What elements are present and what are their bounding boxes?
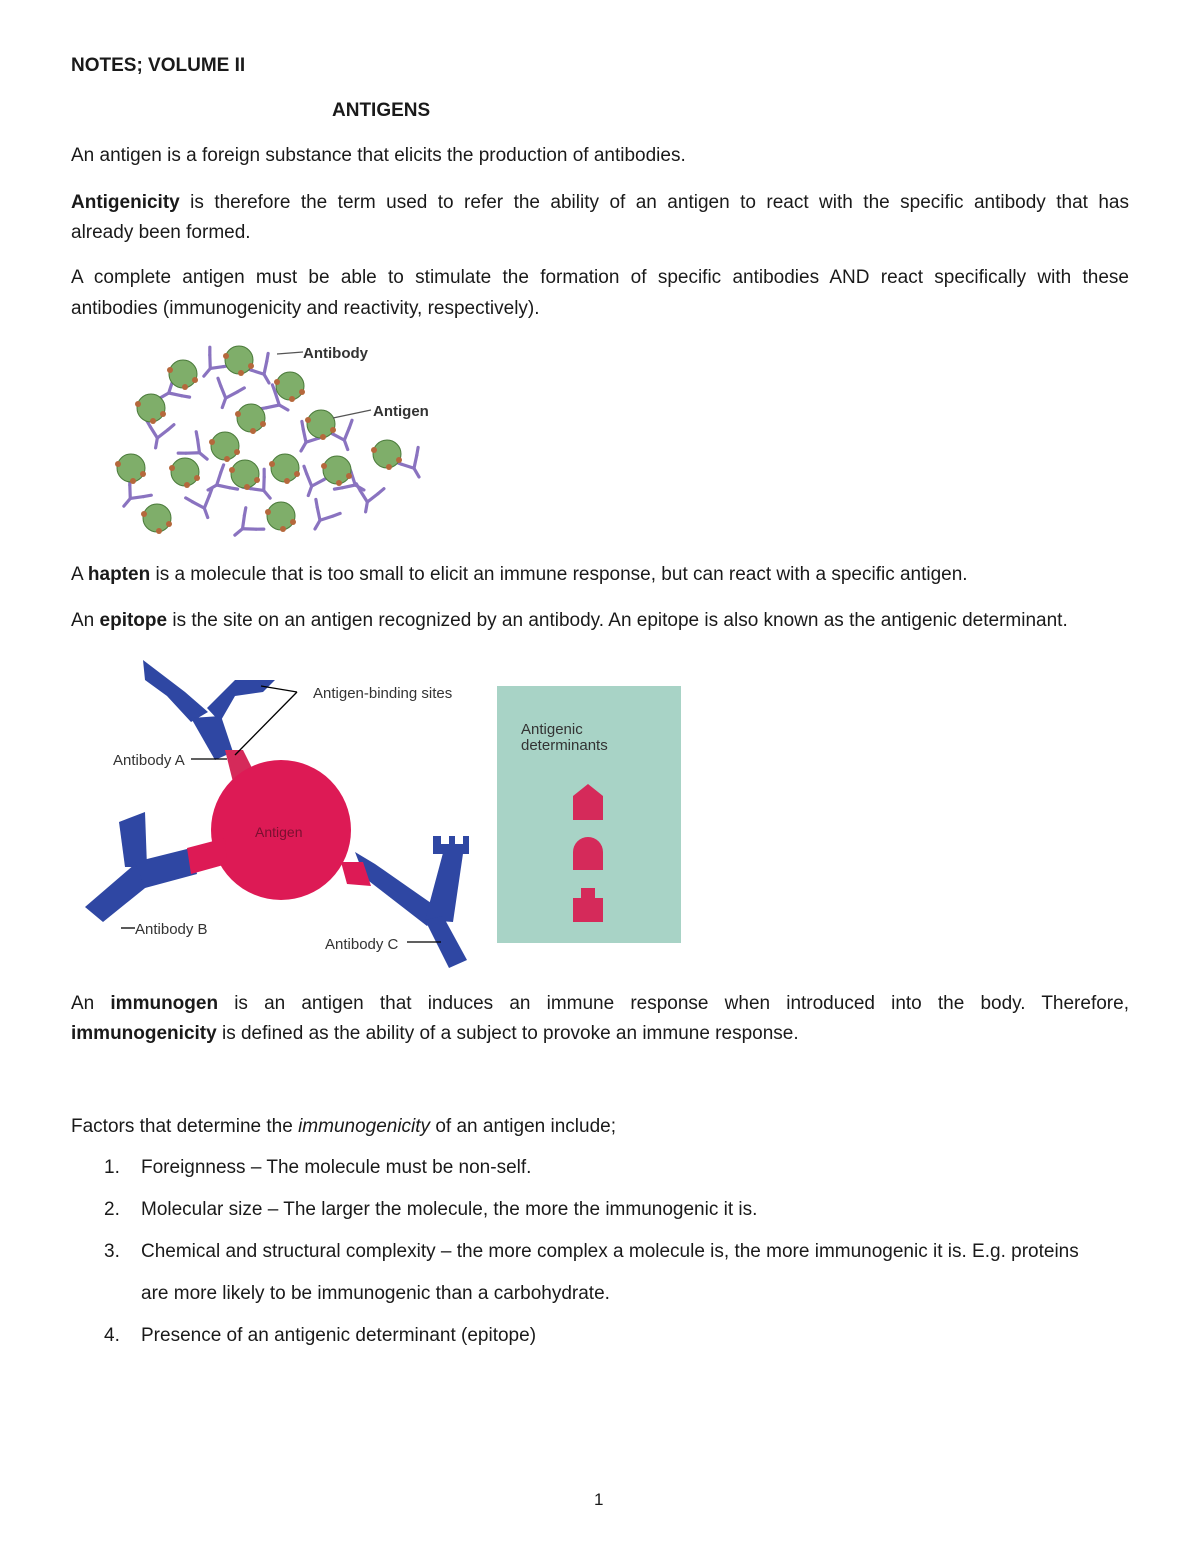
epitope-term: epitope — [99, 610, 168, 631]
factors-text: of an antigen include; — [430, 1116, 616, 1137]
epitope-prefix: An — [71, 610, 100, 631]
antigen-sphere — [137, 394, 165, 422]
antigen-antibody-lattice-figure — [105, 336, 430, 541]
hapten-prefix: A — [71, 564, 88, 585]
antigen-sphere — [307, 410, 335, 438]
antigen-leader-line — [333, 410, 371, 418]
epitope-dot — [141, 511, 147, 517]
immunogen-prefix: An — [71, 993, 111, 1014]
epitope-dot — [150, 418, 156, 424]
epitope-dot — [166, 521, 172, 527]
epitope-dot — [321, 463, 327, 469]
antigen-sphere — [211, 432, 239, 460]
epitope-dot — [140, 471, 146, 477]
epitope-dot — [280, 526, 286, 532]
list-item-text: Molecular size – The larger the molecule, the more the immunogenic it is. — [141, 1199, 758, 1220]
epitope-dot — [396, 457, 402, 463]
antibody-c-label: Antibody C — [325, 936, 399, 953]
antibody-binding-figure — [75, 652, 475, 974]
immunogenicity-term: immunogenicity — [71, 1023, 217, 1044]
complete-antigen-line-1: A complete antigen must be able to stimulate the formation of specific antibodies AND react specifically with these — [71, 267, 1129, 288]
antigen-sphere — [267, 502, 295, 530]
epitope-dot — [386, 464, 392, 470]
epitope-dot — [235, 411, 241, 417]
epitope-dot — [223, 353, 229, 359]
hapten-text: is a molecule that is too small to elicit an immune response, but can react with a specific antigen. — [150, 564, 968, 585]
panel-title-line-1: Antigenic — [521, 721, 583, 738]
antigenicity-text: is therefore the term used to refer the ability of an antigen to react with the specific antibody that has — [179, 192, 1129, 213]
antibody-c-castle-top — [433, 836, 469, 854]
binding-sites-leader-2 — [261, 686, 297, 692]
figure1-antigen-label: Antigen — [373, 403, 429, 420]
hapten-term: hapten — [87, 564, 151, 585]
antibody-y-shape — [303, 499, 340, 536]
antigenicity-term: Antigenicity — [71, 192, 180, 213]
notes-volume-label: NOTES; VOLUME II — [71, 55, 246, 76]
antigen-sphere — [231, 460, 259, 488]
antibody-c-notch-2 — [455, 836, 463, 844]
list-item-number: 2. — [104, 1199, 120, 1220]
epitope-dot — [192, 377, 198, 383]
immunogenicity-text: is defined as the ability of a subject to provoke an immune response. — [216, 1023, 799, 1044]
immunogen-term: immunogen — [110, 993, 219, 1014]
epitope-dot — [115, 461, 121, 467]
antigen-sphere — [117, 454, 145, 482]
antibody-y-shape — [226, 508, 264, 541]
antigen-sphere — [237, 404, 265, 432]
antigen-sphere — [271, 454, 299, 482]
epitope-dot — [290, 519, 296, 525]
epitope-dot — [194, 475, 200, 481]
antigen-sphere — [276, 372, 304, 400]
antibody-c-notch-1 — [441, 836, 449, 844]
antigen-label: Antigen — [255, 824, 303, 840]
panel-title-line-2: determinants — [521, 737, 608, 754]
factors-intro — [71, 1112, 1129, 1142]
figure1-antibody-label: Antibody — [303, 345, 368, 362]
antibody-y-shape — [186, 488, 221, 522]
antigenicity-line-2: already been formed. — [71, 222, 251, 243]
lattice-group — [113, 346, 430, 541]
epitope-text: is the site on an antigen recognized by an antibody. An epitope is also known as the antigenic determinant. — [167, 610, 1068, 631]
determinant-dome-shape — [573, 837, 603, 870]
epitope-paragraph — [71, 606, 1129, 636]
antigenic-determinants-panel — [497, 686, 681, 943]
antigen-sphere — [169, 360, 197, 388]
epitope-dot — [346, 473, 352, 479]
antibody-y-shape — [209, 378, 244, 412]
factors-term: immunogenicity — [298, 1116, 431, 1137]
epitope-dot — [305, 417, 311, 423]
antigen-definition: An antigen is a foreign substance that elicits the production of antibodies. — [71, 145, 686, 166]
immunogenicity-line-2 — [71, 1019, 1129, 1049]
epitope-dot — [265, 509, 271, 515]
list-item-text: Foreignness – The molecule must be non-self. — [141, 1157, 532, 1178]
epitope-dot — [269, 461, 275, 467]
list-item-text: Presence of an antigenic determinant (epitope) — [141, 1325, 537, 1346]
antibody-y-shape — [142, 420, 174, 450]
epitope-dot — [330, 427, 336, 433]
antibody-a-arm-left — [143, 660, 208, 722]
hapten-paragraph — [71, 560, 1129, 590]
epitope-b — [187, 838, 227, 874]
epitope-dot — [156, 528, 162, 534]
epitope-dot — [209, 439, 215, 445]
antigen-sphere — [171, 458, 199, 486]
epitope-dot — [167, 367, 173, 373]
epitope-dot — [224, 456, 230, 462]
immunogen-line-1 — [71, 989, 1129, 1019]
epitope-dot — [371, 447, 377, 453]
epitope-dot — [248, 363, 254, 369]
epitope-dot — [135, 401, 141, 407]
antibody-b-arm-up — [119, 812, 147, 867]
epitope-dot — [284, 478, 290, 484]
epitope-dot — [320, 434, 326, 440]
list-item-number: 3. — [104, 1241, 120, 1262]
antibody-b-label: Antibody B — [135, 921, 208, 938]
epitope-dot — [254, 477, 260, 483]
antigen-sphere — [143, 504, 171, 532]
list-item-text: Chemical and structural complexity – the more complex a molecule is, the more immunogenic it is. E.g. proteins — [141, 1241, 1079, 1262]
binding-sites-label: Antigen-binding sites — [313, 685, 453, 702]
list-item-number: 1. — [104, 1157, 120, 1178]
binding-sites-leader-1 — [235, 692, 297, 755]
antigen-sphere — [225, 346, 253, 374]
epitope-dot — [234, 449, 240, 455]
antibody-y-shape — [352, 484, 384, 514]
epitope-dot — [130, 478, 136, 484]
list-item-number: 4. — [104, 1325, 120, 1346]
epitope-dot — [169, 465, 175, 471]
antibody-a-label: Antibody A — [113, 752, 185, 769]
antibody-leader-line — [277, 352, 303, 354]
epitope-dot — [244, 484, 250, 490]
factors-prefix: Factors that determine the — [71, 1116, 299, 1137]
epitope-dot — [299, 389, 305, 395]
epitope-dot — [336, 480, 342, 486]
immunogen-text: is an antigen that induces an immune response when introduced into the body. Therefore, — [218, 993, 1129, 1014]
antigen-sphere — [323, 456, 351, 484]
epitope-dot — [260, 421, 266, 427]
page-number: 1 — [594, 1490, 604, 1509]
epitope-dot — [182, 384, 188, 390]
epitope-dot — [294, 471, 300, 477]
epitope-dot — [238, 370, 244, 376]
epitope-dot — [184, 482, 190, 488]
list-item-text-continued: are more likely to be immunogenic than a carbohydrate. — [141, 1283, 610, 1304]
section-title: ANTIGENS — [332, 100, 431, 121]
epitope-dot — [289, 396, 295, 402]
epitope-dot — [229, 467, 235, 473]
complete-antigen-line-2: antibodies (immunogenicity and reactivity, respectively). — [71, 298, 540, 319]
antigen-sphere — [373, 440, 401, 468]
epitope-dot — [274, 379, 280, 385]
epitope-dot — [160, 411, 166, 417]
epitope-dot — [250, 428, 256, 434]
antibody-y-shape — [193, 347, 231, 385]
antigenicity-line-1 — [71, 188, 1129, 218]
